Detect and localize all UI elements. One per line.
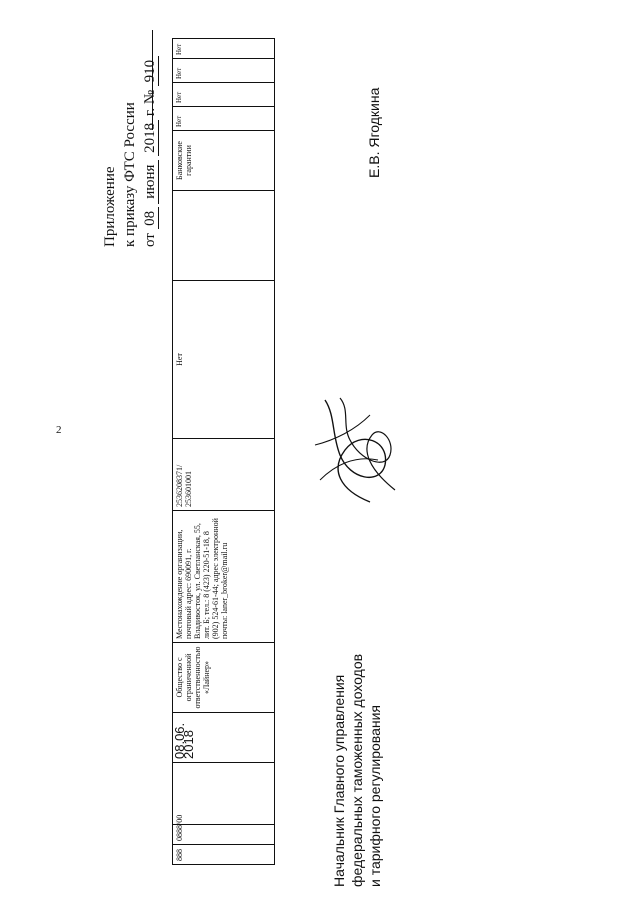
appendix-date-line: от 08 июня 2018 г. № 910 [140, 47, 160, 247]
cell-none-5: Нет [173, 39, 275, 59]
order-day: 08 [143, 207, 159, 229]
signatory-title: Начальник Главного управления федеральных таможенных доходов и тарифного регулирования [331, 653, 383, 887]
cell-guarantee: Банковские гарантии [173, 131, 275, 191]
page-number: 2 [56, 424, 62, 436]
table-row [173, 39, 275, 865]
cell-empty-2 [173, 191, 275, 281]
cell-none-4: Нет [173, 59, 275, 83]
cell-date: 08.06. 2018 [173, 713, 275, 763]
appendix-title: Приложение [102, 166, 118, 247]
registry-table [172, 38, 275, 865]
appendix-header [100, 47, 160, 247]
cell-address: Местонахождение организации, почтовый адрес: 690091, г. Владивосток, ул. Светланская, 55, лит. Б; тел.: 8 (423) 220-51-18, 8 (902) 524-61-44; адрес электронной почты: laner_broker@mail.ru [173, 511, 275, 643]
appendix-order: к приказу ФТС России [122, 102, 138, 247]
signatory-name: Е.В. Ягодкина [366, 87, 382, 178]
order-month: июня [143, 160, 159, 204]
cell-inn-kpp: 2536208371/ 253601001 [173, 439, 275, 511]
cell-number: 888 [173, 845, 275, 865]
cell-organization: Общество с ограниченной ответственностью «Лайнер» [173, 643, 275, 713]
cell-reg-number: 0888/00 [173, 825, 275, 845]
handwritten-signature [300, 390, 410, 510]
cell-none-2: Нет [173, 107, 275, 131]
cell-none-3: Нет [173, 83, 275, 107]
order-number: 910 [143, 56, 159, 86]
cell-none-1: Нет [173, 281, 275, 439]
cell-empty [173, 763, 275, 825]
order-year: 2018 [143, 120, 159, 156]
